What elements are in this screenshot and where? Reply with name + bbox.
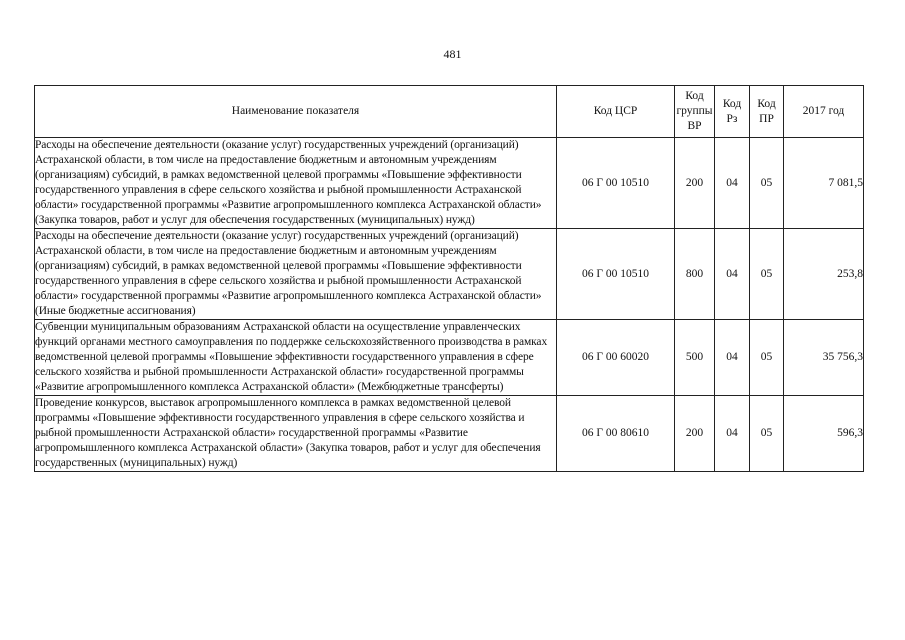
row-csr: 06 Г 00 10510 <box>557 138 675 229</box>
row-vr: 200 <box>675 138 715 229</box>
row-rz: 04 <box>715 396 750 472</box>
header-vr-line2: группы <box>676 105 713 117</box>
row-name: Расходы на обеспечение деятельности (оказание услуг) государственных учреждений (организаций) Астраханской области, в том числе на предоставление бюджетным и автономным учреждениям (организациям) субсидий, в рамках ведомственной целевой программы «Повышение эффективности государственного управления в сфере сельского хозяйства и рыбной промышленности Астраханской области» государственной программы «Развитие агропромышленного комплекса Астраханской области» (Закупка товаров, работ и услуг для обеспечения государственных (муниципальных) нужд) <box>35 138 557 229</box>
header-name: Наименование показателя <box>35 86 557 138</box>
table-row <box>35 396 864 472</box>
row-amount: 253,8 <box>784 229 864 320</box>
row-amount: 35 756,3 <box>784 320 864 396</box>
row-rz: 04 <box>715 229 750 320</box>
budget-table <box>34 85 864 472</box>
row-pr: 05 <box>750 320 784 396</box>
header-row <box>35 86 864 138</box>
header-csr: Код ЦСР <box>557 86 675 138</box>
row-pr: 05 <box>750 138 784 229</box>
header-year: 2017 год <box>784 86 864 138</box>
header-pr-line2: ПР <box>759 112 774 125</box>
table-row <box>35 320 864 396</box>
header-vr-line3: ВР <box>687 120 702 132</box>
row-pr: 05 <box>750 229 784 320</box>
table-row <box>35 229 864 320</box>
page-number: 481 <box>443 47 462 61</box>
table-row <box>35 138 864 229</box>
row-name: Проведение конкурсов, выставок агропромышленного комплекса в рамках ведомственной целевой программы «Повышение эффективности государственного управления в сфере сельского хозяйства и рыбной промышленности Астраханской области» государственной программы «Развитие агропромышленного комплекса Астраханской области» (Закупка товаров, работ и услуг для обеспечения государственных (муниципальных) нужд) <box>35 396 557 472</box>
header-vr-line1: Код <box>685 90 704 102</box>
header-vr <box>675 86 715 138</box>
row-amount: 596,3 <box>784 396 864 472</box>
header-pr <box>750 86 784 138</box>
row-vr: 200 <box>675 396 715 472</box>
row-rz: 04 <box>715 138 750 229</box>
row-rz: 04 <box>715 320 750 396</box>
row-csr: 06 Г 00 60020 <box>557 320 675 396</box>
row-csr: 06 Г 00 80610 <box>557 396 675 472</box>
header-pr-line1: Код <box>757 97 776 110</box>
table-header <box>35 86 864 138</box>
header-rz-line1: Код <box>722 97 742 110</box>
row-pr: 05 <box>750 396 784 472</box>
row-csr: 06 Г 00 10510 <box>557 229 675 320</box>
row-name: Субвенции муниципальным образованиям Астраханской области на осуществление управленческих функций органами местного самоуправления по поддержке сельскохозяйственного производства в рамках ведомственной целевой программы «Повышение эффективности государственного управления в сфере сельского хозяйства и рыбной промышленности Астраханской области» государственной программы «Развитие агропромышленного комплекса Астраханской области» (Межбюджетные трансферты) <box>35 320 557 396</box>
row-vr: 500 <box>675 320 715 396</box>
header-rz <box>715 86 750 138</box>
header-rz-line2: Рз <box>726 112 738 125</box>
table-body <box>35 138 864 472</box>
row-name: Расходы на обеспечение деятельности (оказание услуг) государственных учреждений (организаций) Астраханской области, в том числе на предоставление бюджетным и автономным учреждениям (организациям) субсидий, в рамках ведомственной целевой программы «Повышение эффективности государственного управления в сфере сельского хозяйства и рыбной промышленности Астраханской области» государственной программы «Развитие агропромышленного комплекса Астраханской области» (Иные бюджетные ассигнования) <box>35 229 557 320</box>
row-vr: 800 <box>675 229 715 320</box>
row-amount: 7 081,5 <box>784 138 864 229</box>
